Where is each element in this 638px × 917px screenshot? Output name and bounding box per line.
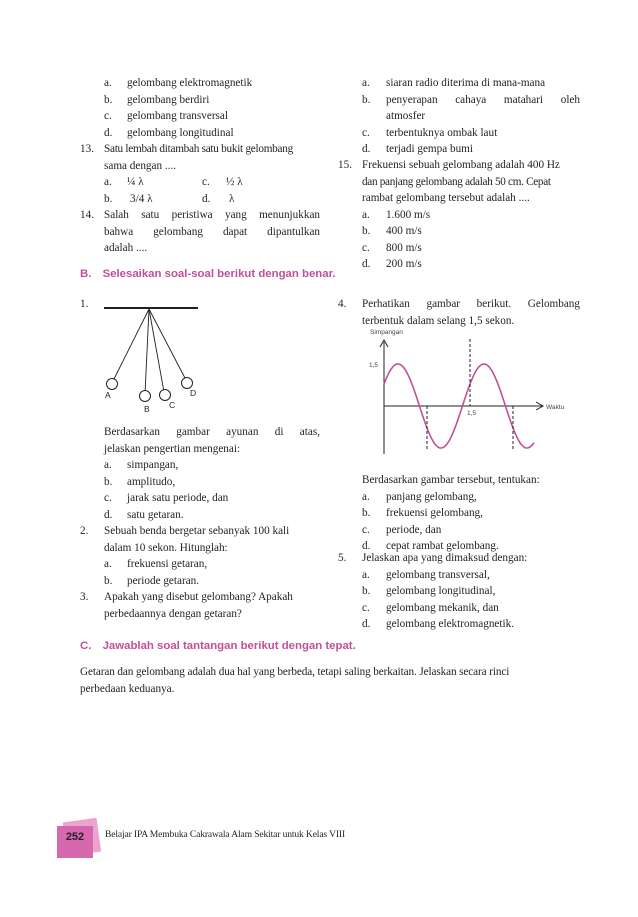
- question-text: dan panjang gelombang adalah 50 cm. Cepat: [362, 175, 551, 188]
- option-letter: b.: [104, 574, 113, 587]
- section-title: Selesaikan soal-soal berikut dengan benar.: [102, 268, 336, 280]
- question-13: [80, 141, 320, 207]
- option-letter: a.: [104, 77, 112, 89]
- question-text: sama dengan ....: [104, 159, 177, 172]
- question-number: 5.: [338, 552, 347, 564]
- option-letter: b.: [104, 192, 113, 205]
- option-letter: d.: [104, 126, 113, 139]
- option-text: panjang gelombang,: [386, 490, 477, 503]
- option-text: ¼ λ: [127, 176, 144, 188]
- question-text: rambat gelombang tersebut adalah ....: [362, 192, 530, 204]
- option-letter: a.: [362, 490, 370, 503]
- option-text: jarak satu periode, dan: [127, 492, 229, 504]
- option-text: periode, dan: [386, 523, 442, 536]
- question-text: Jelaskan apa yang dimaksud dengan:: [362, 552, 528, 564]
- page-number: 252: [65, 831, 85, 843]
- ball-label-b: B: [144, 404, 150, 414]
- question-b3: [80, 589, 320, 622]
- option-text: gelombang elektromagnetik.: [386, 618, 514, 630]
- x-axis-label: Waktu: [546, 404, 565, 411]
- question-number: 3.: [80, 591, 89, 603]
- option-text: frekuensi getaran,: [127, 558, 208, 570]
- option-letter: b.: [104, 93, 113, 106]
- option-letter: b.: [362, 507, 371, 519]
- footer-page-badge: [55, 822, 101, 858]
- option-text: terbentuknya ombak laut: [386, 126, 498, 139]
- pendulum-ball-d: [182, 378, 193, 389]
- option-letter: d.: [104, 508, 113, 521]
- option-letter: c.: [362, 523, 370, 536]
- option-letter: a.: [362, 77, 370, 89]
- question-text: Berdasarkan gambar ayunan di atas,: [104, 426, 320, 438]
- option-letter: c.: [202, 176, 210, 188]
- question-text: Apakah yang disebut gelombang? Apakah: [104, 591, 293, 603]
- option-letter: b.: [362, 225, 371, 237]
- x-tick-label: 1,5: [467, 410, 477, 417]
- option-letter: c.: [362, 241, 370, 254]
- y-axis-label: Simpangan: [370, 329, 403, 336]
- option-letter: d.: [202, 192, 211, 205]
- option-letter: c.: [104, 110, 112, 122]
- pendulum-figure: [98, 306, 210, 416]
- question-text: Satu lembah ditambah satu bukit gelombang: [104, 143, 293, 155]
- pendulum-string: [149, 309, 186, 380]
- wave-graph: [360, 324, 580, 460]
- footer-title: Belajar IPA Membuka Cakrawala Alam Sekitar untuk Kelas VIII: [105, 829, 345, 840]
- question-number: 4.: [338, 298, 347, 310]
- pendulum-ball-a: [107, 379, 118, 390]
- option-text: λ: [229, 192, 235, 205]
- question-number: 15.: [338, 159, 352, 171]
- option-text: periode getaran.: [127, 574, 200, 587]
- option-letter: a.: [362, 568, 370, 581]
- question-text: terbentuk dalam selang 1,5 sekon.: [362, 314, 515, 327]
- question-number: 14.: [80, 209, 94, 221]
- option-text: 3/4 λ: [130, 192, 153, 205]
- ball-label-d: D: [190, 388, 197, 398]
- question-b2: [80, 523, 320, 589]
- option-letter: d.: [362, 618, 371, 630]
- pendulum-string: [149, 309, 164, 392]
- section-title: Jawablah soal tantangan berikut dengan tepat.: [102, 640, 356, 652]
- option-letter: a.: [362, 208, 370, 221]
- option-text: cepat rambat gelombang.: [386, 540, 499, 552]
- q14-options: [338, 75, 580, 158]
- question-text: bahwa gelombang dapat dipantulkan: [104, 225, 320, 238]
- option-letter: a.: [104, 459, 112, 471]
- option-text: gelombang transversal: [127, 110, 228, 122]
- question-text: perbedaannya dengan getaran?: [104, 607, 242, 620]
- option-text: frekuensi gelombang,: [386, 507, 483, 519]
- q12-options: [80, 75, 320, 141]
- section-c-text: [80, 664, 580, 697]
- question-b5: [338, 550, 580, 633]
- question-14: [80, 207, 320, 257]
- y-tick-label: 1,5: [369, 362, 379, 369]
- question-text: adalah ....: [104, 242, 148, 254]
- question-number: 2.: [80, 525, 89, 537]
- question-number: 13.: [80, 143, 94, 155]
- section-b-heading: [80, 268, 336, 280]
- paragraph-line: perbedaan keduanya.: [80, 682, 175, 695]
- option-text: satu getaran.: [127, 508, 184, 521]
- section-c-heading: [80, 640, 356, 652]
- question-text: dalam 10 sekon. Hitunglah:: [104, 541, 228, 554]
- question-b4-text: [338, 472, 580, 555]
- option-letter: d.: [362, 143, 371, 155]
- option-text: siaran radio diterima di mana-mana: [386, 77, 546, 89]
- question-text: Sebuah benda bergetar sebanyak 100 kali: [104, 525, 290, 537]
- question-text: Perhatikan gambar berikut. Gelombang: [362, 298, 580, 310]
- question-text: Salah satu peristiwa yang menunjukkan: [104, 209, 320, 221]
- option-text: 800 m/s: [386, 241, 422, 254]
- option-letter: a.: [104, 176, 112, 188]
- option-letter: d.: [362, 540, 371, 552]
- option-letter: b.: [362, 585, 371, 597]
- paragraph-line: Getaran dan gelombang adalah dua hal yang berbeda, tetapi saling berkaitan. Jelaskan secara rinci: [80, 666, 510, 678]
- option-text: gelombang berdiri: [127, 93, 210, 106]
- pendulum-string: [113, 309, 149, 381]
- option-text: 400 m/s: [386, 225, 422, 237]
- option-letter: c.: [362, 601, 370, 614]
- option-letter: b.: [362, 93, 371, 106]
- option-text: gelombang longitudinal: [127, 126, 234, 139]
- pendulum-ball-c: [160, 390, 171, 401]
- option-text: gelombang longitudinal,: [386, 585, 496, 597]
- option-letter: b.: [104, 475, 113, 488]
- question-text: Berdasarkan gambar tersebut, tentukan:: [362, 474, 540, 486]
- option-text: simpangan,: [127, 459, 179, 471]
- question-15: [338, 157, 580, 273]
- option-text: penyerapan cahaya matahari oleh: [386, 93, 580, 106]
- option-letter: a.: [104, 558, 112, 570]
- option-text: 1.600 m/s: [386, 208, 431, 221]
- question-b1-text: [80, 424, 320, 523]
- section-letter: C.: [80, 640, 92, 652]
- option-letter: c.: [362, 126, 370, 139]
- option-text: gelombang transversal,: [386, 568, 490, 581]
- question-text: Frekuensi sebuah gelombang adalah 400 Hz: [362, 159, 560, 171]
- pendulum-string: [145, 309, 149, 394]
- option-text: terjadi gempa bumi: [386, 143, 473, 155]
- option-text: 200 m/s: [386, 258, 422, 270]
- question-text: jelaskan pengertian mengenai:: [104, 442, 241, 455]
- section-letter: B.: [80, 268, 92, 280]
- option-text: amplitudo,: [127, 475, 176, 488]
- ball-label-c: C: [169, 400, 176, 410]
- option-text: ½ λ: [226, 176, 243, 188]
- option-letter: d.: [362, 258, 371, 270]
- question-number: 1.: [80, 298, 89, 310]
- option-text: atmosfer: [386, 110, 426, 122]
- pendulum-ball-b: [140, 391, 151, 402]
- option-letter: c.: [104, 492, 112, 504]
- option-text: gelombang mekanik, dan: [386, 601, 499, 614]
- option-text: gelombang elektromagnetik: [127, 77, 253, 89]
- ball-label-a: A: [105, 390, 111, 400]
